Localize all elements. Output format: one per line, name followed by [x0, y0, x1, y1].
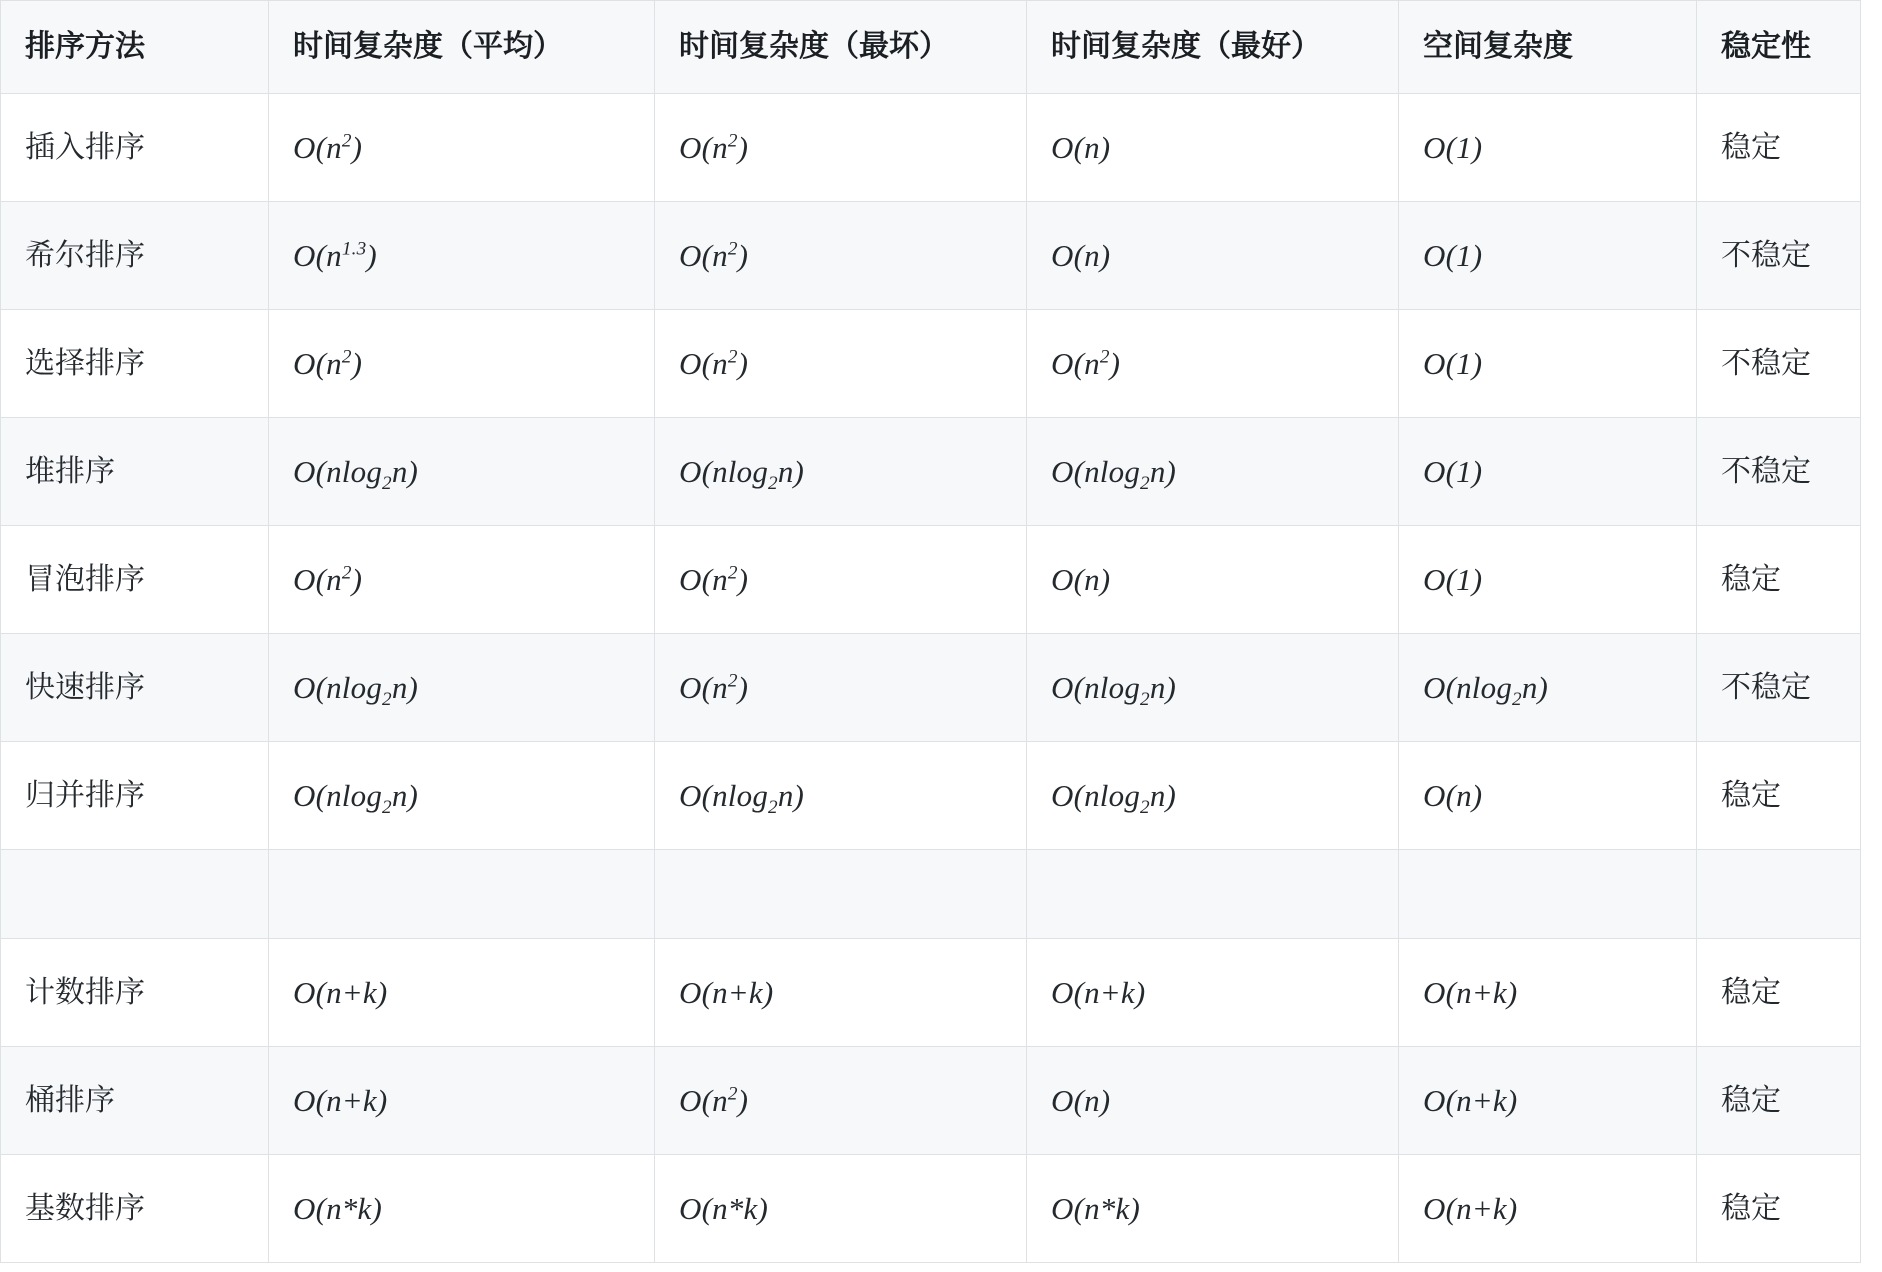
cell-space: [1399, 742, 1697, 850]
cell-sort-method: 桶排序: [1, 1047, 269, 1155]
complexity-value: O(n*k): [679, 1190, 768, 1226]
complexity-value: O(nlog$_2$n): [1423, 669, 1549, 710]
complexity-value: O(n): [1051, 561, 1111, 597]
cell-sort-method: 堆排序: [1, 418, 269, 526]
complexity-value: O(1): [1423, 129, 1483, 165]
cell-time-worst: [655, 634, 1027, 742]
complexity-value: $O(n^2)$: [293, 345, 363, 381]
table-row: [1, 310, 1861, 418]
cell-space: [1399, 1155, 1697, 1263]
complexity-value: $O(n^2)$: [679, 237, 749, 273]
complexity-value: O(1): [1423, 453, 1483, 489]
table-header-row: [1, 1, 1861, 94]
complexity-value: O(n+k): [1423, 1190, 1518, 1226]
table-row: [1, 202, 1861, 310]
complexity-value: $O(n^2)$: [679, 1082, 749, 1118]
cell-time-best: [1027, 202, 1399, 310]
column-header-stability: 稳定性: [1697, 1, 1861, 94]
cell-space: [1399, 94, 1697, 202]
complexity-value: O(nlog$_2$n): [679, 453, 805, 494]
complexity-value: O(nlog$_2$n): [1051, 777, 1177, 818]
cell-sort-method: 归并排序: [1, 742, 269, 850]
complexity-value: $O(n^{1.3})$: [293, 237, 377, 273]
cell-sort-method: 希尔排序: [1, 202, 269, 310]
cell-sort-method: 冒泡排序: [1, 526, 269, 634]
cell-time-average: [269, 418, 655, 526]
cell-sort-method: 快速排序: [1, 634, 269, 742]
complexity-value: O(nlog$_2$n): [1051, 669, 1177, 710]
complexity-value: O(nlog$_2$n): [1051, 453, 1177, 494]
table-body: [1, 94, 1861, 1263]
cell-time-worst: [655, 526, 1027, 634]
table-row: [1, 634, 1861, 742]
complexity-value: $O(n^2)$: [679, 345, 749, 381]
column-header-time-worst: 时间复杂度（最坏）: [655, 1, 1027, 94]
cell-stability: 稳定: [1697, 1047, 1861, 1155]
complexity-value: O(n+k): [1423, 974, 1518, 1010]
cell-time-best: [1027, 94, 1399, 202]
cell-time-worst: [655, 202, 1027, 310]
complexity-value: O(n+k): [679, 974, 774, 1010]
table-spacer-row: [1, 850, 1861, 939]
cell-time-average: [269, 1155, 655, 1263]
cell-time-worst: [655, 1047, 1027, 1155]
cell-time-average: [269, 742, 655, 850]
complexity-value: O(n+k): [293, 974, 388, 1010]
cell-stability: 不稳定: [1697, 310, 1861, 418]
cell-stability: 不稳定: [1697, 418, 1861, 526]
cell-stability: 稳定: [1697, 742, 1861, 850]
complexity-value: O(n): [1051, 1082, 1111, 1118]
complexity-value: O(n): [1423, 777, 1483, 813]
complexity-value: $O(n^2)$: [679, 561, 749, 597]
table-row: [1, 1047, 1861, 1155]
cell-time-best: [1027, 418, 1399, 526]
cell-time-best: [1027, 850, 1399, 939]
complexity-value: O(n): [1051, 237, 1111, 273]
complexity-value: O(1): [1423, 237, 1483, 273]
cell-time-worst: [655, 418, 1027, 526]
cell-stability: 稳定: [1697, 526, 1861, 634]
cell-time-average: [269, 939, 655, 1047]
cell-time-best: [1027, 742, 1399, 850]
cell-sort-method: 插入排序: [1, 94, 269, 202]
complexity-value: O(nlog$_2$n): [293, 453, 419, 494]
cell-space: [1399, 1047, 1697, 1155]
cell-stability: [1697, 850, 1861, 939]
complexity-value: O(n): [1051, 129, 1111, 165]
cell-time-worst: [655, 310, 1027, 418]
cell-space: [1399, 310, 1697, 418]
complexity-value: O(n+k): [293, 1082, 388, 1118]
cell-time-average: [269, 310, 655, 418]
cell-space: [1399, 526, 1697, 634]
complexity-value: $O(n^2)$: [1051, 345, 1121, 381]
cell-stability: 不稳定: [1697, 634, 1861, 742]
complexity-value: $O(n^2)$: [679, 669, 749, 705]
column-header-method: 排序方法: [1, 1, 269, 94]
table-row: [1, 526, 1861, 634]
cell-space: [1399, 202, 1697, 310]
cell-time-average: [269, 202, 655, 310]
cell-time-best: [1027, 1047, 1399, 1155]
cell-time-average: [269, 526, 655, 634]
column-header-time-best: 时间复杂度（最好）: [1027, 1, 1399, 94]
cell-time-best: [1027, 1155, 1399, 1263]
complexity-value: $O(n^2)$: [293, 561, 363, 597]
complexity-value: O(1): [1423, 561, 1483, 597]
complexity-value: O(n+k): [1051, 974, 1146, 1010]
cell-sort-method: 计数排序: [1, 939, 269, 1047]
complexity-value: O(nlog$_2$n): [293, 669, 419, 710]
complexity-value: O(nlog$_2$n): [293, 777, 419, 818]
cell-sort-method: [1, 850, 269, 939]
complexity-value: O(n+k): [1423, 1082, 1518, 1118]
cell-time-average: [269, 1047, 655, 1155]
complexity-value: O(n*k): [293, 1190, 382, 1226]
cell-space: [1399, 418, 1697, 526]
cell-time-best: [1027, 634, 1399, 742]
cell-time-worst: [655, 94, 1027, 202]
cell-sort-method: 选择排序: [1, 310, 269, 418]
cell-time-average: [269, 94, 655, 202]
cell-space: [1399, 939, 1697, 1047]
cell-sort-method: 基数排序: [1, 1155, 269, 1263]
cell-time-worst: [655, 1155, 1027, 1263]
table-row: [1, 1155, 1861, 1263]
table-header: [1, 1, 1861, 94]
cell-stability: 稳定: [1697, 1155, 1861, 1263]
table-row: [1, 94, 1861, 202]
complexity-value: $O(n^2)$: [679, 129, 749, 165]
complexity-value: $O(n^2)$: [293, 129, 363, 165]
cell-space: [1399, 850, 1697, 939]
cell-space: [1399, 634, 1697, 742]
cell-time-best: [1027, 310, 1399, 418]
complexity-value: O(1): [1423, 345, 1483, 381]
table-row: [1, 418, 1861, 526]
cell-time-best: [1027, 526, 1399, 634]
cell-stability: 稳定: [1697, 94, 1861, 202]
table-row: [1, 742, 1861, 850]
cell-time-best: [1027, 939, 1399, 1047]
table-row: [1, 939, 1861, 1047]
cell-time-average: [269, 634, 655, 742]
cell-time-worst: [655, 939, 1027, 1047]
column-header-space: 空间复杂度: [1399, 1, 1697, 94]
cell-time-worst: [655, 742, 1027, 850]
complexity-value: O(n*k): [1051, 1190, 1140, 1226]
cell-stability: 稳定: [1697, 939, 1861, 1047]
cell-time-worst: [655, 850, 1027, 939]
cell-time-average: [269, 850, 655, 939]
complexity-value: O(nlog$_2$n): [679, 777, 805, 818]
cell-stability: 不稳定: [1697, 202, 1861, 310]
column-header-time-average: 时间复杂度（平均）: [269, 1, 655, 94]
